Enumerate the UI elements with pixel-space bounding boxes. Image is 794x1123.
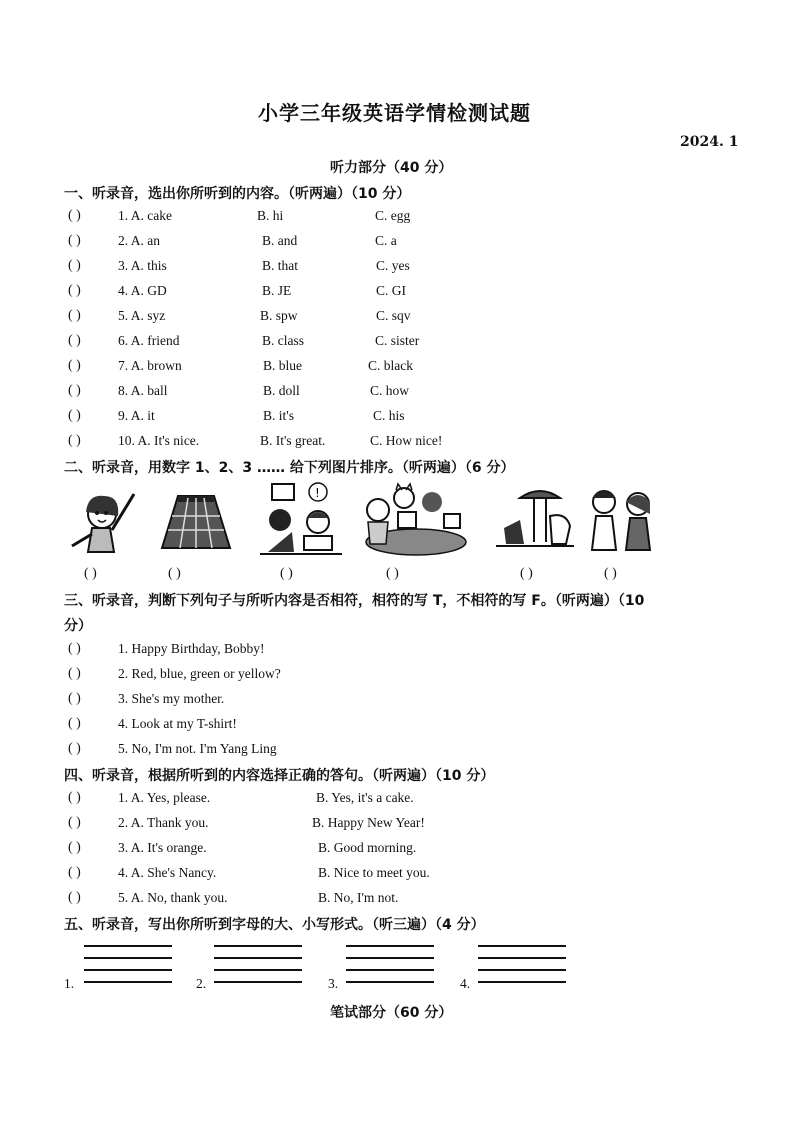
option-a: 9. A. it (118, 408, 155, 423)
children-cups-icon (258, 480, 344, 558)
section1-heading: 一、听录音，选出你所听到的内容。（听两遍）（10 分） (64, 186, 411, 202)
option-a: 4. A. She's Nancy. (118, 865, 217, 880)
two-girls-icon (584, 484, 660, 556)
svg-text:!: ! (315, 486, 320, 500)
writing-line[interactable] (478, 981, 566, 983)
writing-line[interactable] (84, 957, 172, 959)
option-a: 1. A. Yes, please. (118, 790, 211, 805)
writing-line[interactable] (478, 957, 566, 959)
option-b: B. doll (263, 383, 300, 398)
option-c: C. How nice! (370, 433, 443, 448)
item-number: 4. (460, 976, 471, 991)
answer-blank[interactable]: ( ) (68, 283, 81, 298)
option-a: 1. A. cake (118, 208, 172, 223)
written-part-heading: 笔试部分（60 分） (330, 1005, 453, 1021)
option-a: 2. A. an (118, 233, 160, 248)
option-a: 4. A. GD (118, 283, 167, 298)
option-a: 5. A. No, thank you. (118, 890, 228, 905)
page-title: 小学三年级英语学情检测试题 (258, 101, 531, 125)
option-a: 5. A. syz (118, 308, 166, 323)
writing-line[interactable] (346, 957, 434, 959)
writing-line[interactable] (214, 957, 302, 959)
answer-blank[interactable]: ( ) (68, 433, 81, 448)
option-c: C. yes (376, 258, 410, 273)
option-b: B. it's (263, 408, 294, 423)
option-b: B. Good morning. (318, 840, 417, 855)
option-c: C. egg (375, 208, 411, 223)
answer-blank[interactable]: ( ) (68, 741, 81, 756)
section3-heading-cont: 分） (64, 618, 92, 634)
option-c: C. sister (375, 333, 420, 348)
writing-line[interactable] (84, 969, 172, 971)
option-b: B. spw (260, 308, 298, 323)
option-a: 3. A. It's orange. (118, 840, 207, 855)
option-b: B. Yes, it's a cake. (316, 790, 414, 805)
option-b: B. that (262, 258, 298, 273)
listening-part-heading: 听力部分（40 分） (330, 160, 453, 176)
answer-blank[interactable]: ( ) (520, 566, 533, 581)
answer-blank[interactable]: ( ) (68, 383, 81, 398)
section2-heading: 二、听录音，用数字 1、2、3 …… 给下列图片排序。（听两遍）（6 分） (64, 460, 515, 476)
answer-blank[interactable]: ( ) (68, 790, 81, 805)
answer-blank[interactable]: ( ) (68, 233, 81, 248)
answer-blank[interactable]: ( ) (68, 358, 81, 373)
statement-text: 2. Red, blue, green or yellow? (118, 666, 281, 681)
option-a: 8. A. ball (118, 383, 168, 398)
option-c: C. GI (376, 283, 406, 298)
answer-blank[interactable]: ( ) (280, 566, 293, 581)
answer-blank[interactable]: ( ) (386, 566, 399, 581)
answer-blank[interactable]: ( ) (168, 566, 181, 581)
answer-blank[interactable]: ( ) (68, 308, 81, 323)
writing-line[interactable] (214, 945, 302, 947)
answer-blank[interactable]: ( ) (68, 815, 81, 830)
option-c: C. sqv (376, 308, 411, 323)
answer-blank[interactable]: ( ) (68, 691, 81, 706)
writing-line[interactable] (346, 981, 434, 983)
statement-text: 1. Happy Birthday, Bobby! (118, 641, 265, 656)
girl-waving-icon (68, 486, 148, 558)
option-b: B. Happy New Year! (312, 815, 425, 830)
answer-blank[interactable]: ( ) (68, 666, 81, 681)
writing-line[interactable] (478, 969, 566, 971)
answer-blank[interactable]: ( ) (84, 566, 97, 581)
skirt-icon (158, 490, 234, 556)
writing-line[interactable] (346, 969, 434, 971)
animals-party-icon (358, 482, 468, 558)
answer-blank[interactable]: ( ) (68, 408, 81, 423)
option-a: 3. A. this (118, 258, 167, 273)
item-number: 2. (196, 976, 207, 991)
writing-line[interactable] (478, 945, 566, 947)
answer-blank[interactable]: ( ) (68, 641, 81, 656)
option-b: B. class (262, 333, 304, 348)
writing-line[interactable] (84, 981, 172, 983)
section4-heading: 四、听录音，根据所听到的内容选择正确的答句。（听两遍）（10 分） (64, 768, 495, 784)
option-a: 10. A. It's nice. (118, 433, 200, 448)
exam-date: 2024. 1 (680, 134, 739, 150)
answer-blank[interactable]: ( ) (68, 840, 81, 855)
option-a: 7. A. brown (118, 358, 182, 373)
option-a: 6. A. friend (118, 333, 180, 348)
item-number: 1. (64, 976, 75, 991)
answer-blank[interactable]: ( ) (68, 890, 81, 905)
statement-text: 3. She's my mother. (118, 691, 225, 706)
answer-blank[interactable]: ( ) (68, 333, 81, 348)
section3-heading: 三、听录音，判断下列句子与所听内容是否相符，相符的写 T，不相符的写 F。（听两遍）（10 (64, 593, 645, 609)
answer-blank[interactable]: ( ) (68, 258, 81, 273)
bird-mushroom-icon (494, 484, 576, 554)
item-number: 3. (328, 976, 339, 991)
option-b: B. blue (263, 358, 302, 373)
option-b: B. It's great. (260, 433, 326, 448)
writing-line[interactable] (214, 981, 302, 983)
statement-text: 5. No, I'm not. I'm Yang Ling (118, 741, 277, 756)
statement-text: 4. Look at my T-shirt! (118, 716, 237, 731)
option-b: B. JE (262, 283, 292, 298)
option-c: C. black (368, 358, 413, 373)
option-c: C. how (370, 383, 410, 398)
option-b: B. No, I'm not. (318, 890, 399, 905)
writing-line[interactable] (346, 945, 434, 947)
option-c: C. his (373, 408, 405, 423)
writing-line[interactable] (214, 969, 302, 971)
option-b: B. hi (257, 208, 284, 223)
answer-blank[interactable]: ( ) (68, 865, 81, 880)
writing-line[interactable] (84, 945, 172, 947)
answer-blank[interactable]: ( ) (604, 566, 617, 581)
option-a: 2. A. Thank you. (118, 815, 209, 830)
answer-blank[interactable]: ( ) (68, 208, 81, 223)
option-b: B. and (262, 233, 298, 248)
option-c: C. a (375, 233, 397, 248)
option-b: B. Nice to meet you. (318, 865, 430, 880)
section5-heading: 五、听录音，写出你所听到字母的大、小写形式。（听三遍）（4 分） (64, 917, 485, 933)
answer-blank[interactable]: ( ) (68, 716, 81, 731)
